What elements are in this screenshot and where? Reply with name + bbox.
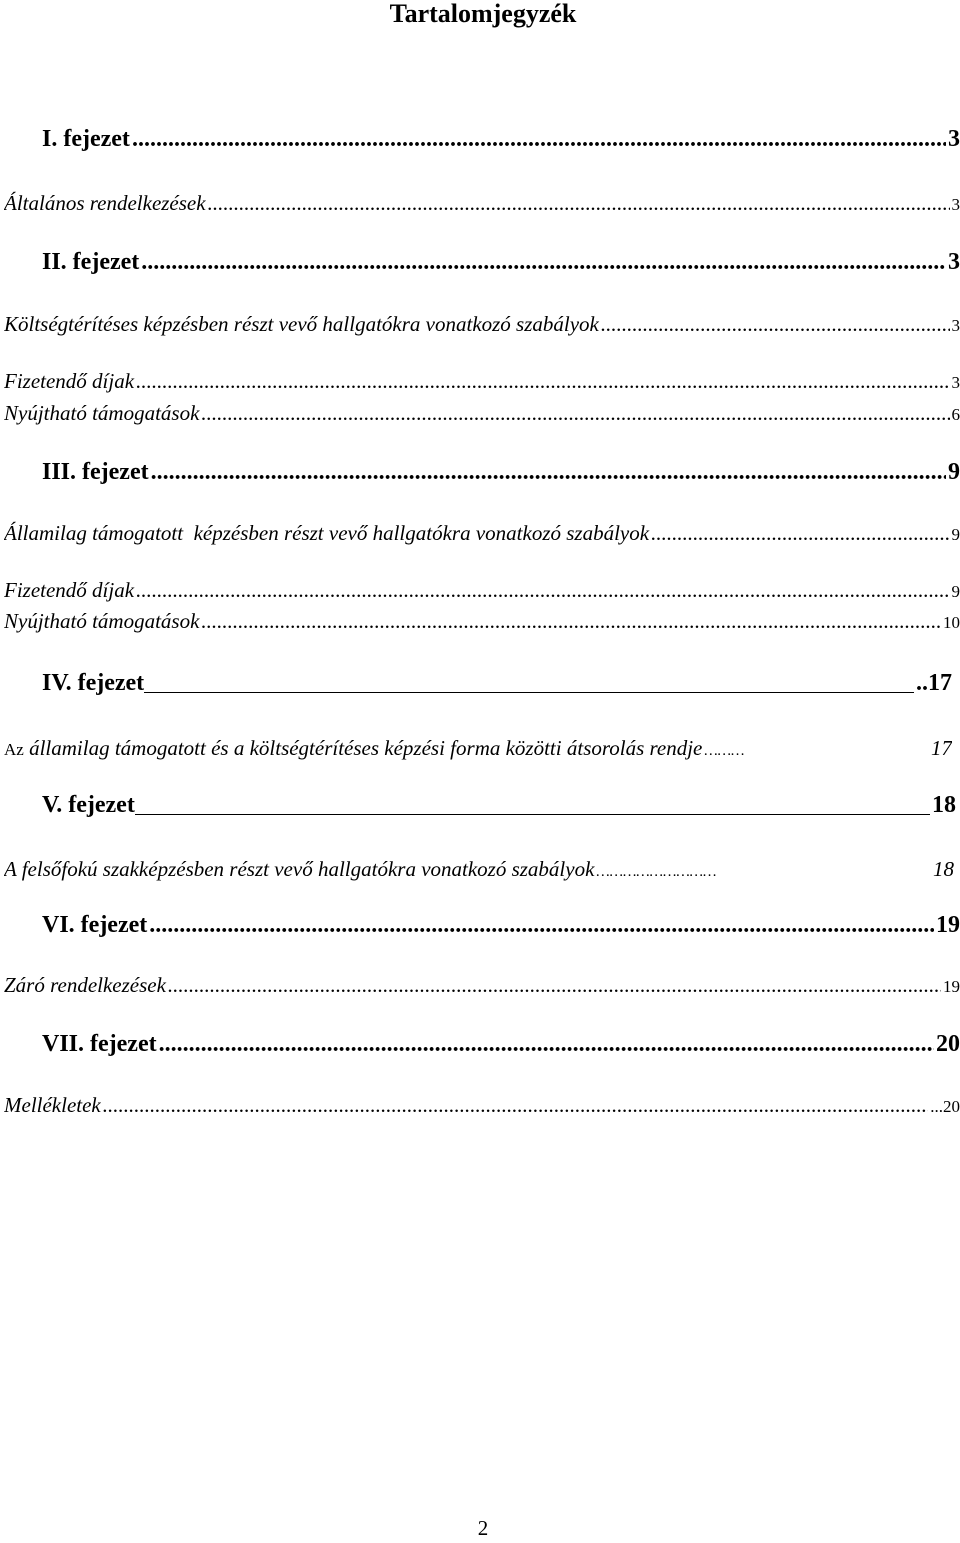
line-leader xyxy=(144,692,914,693)
toc-entry-page: 18 xyxy=(933,857,954,882)
toc-entry-label: Költségtérítéses képzésben részt vevő hallgatókra vonatkozó szabályok xyxy=(4,312,599,336)
toc-entry-label: V. fejezet xyxy=(42,792,135,818)
toc-entry-page: 3 xyxy=(951,316,960,335)
toc-title: Tartalomjegyzék xyxy=(389,0,577,28)
dot-leader xyxy=(132,126,946,154)
toc-entry-page: 3 xyxy=(951,373,960,392)
toc-entry-label: Fizetendő díjak xyxy=(4,369,135,393)
dot-leader xyxy=(103,1093,928,1117)
toc-entry-page: 3 xyxy=(951,195,960,214)
toc-entry-label: VI. fejezet xyxy=(42,912,148,938)
page-number: 2 xyxy=(477,1516,489,1540)
toc-entry-page: 9 xyxy=(951,525,960,544)
toc-entry-subsection[interactable] xyxy=(4,401,960,426)
dot-leader xyxy=(201,609,941,633)
ellipsis-leader: ……………………… xyxy=(596,864,717,881)
toc-entry-label: III. fejezet xyxy=(42,459,149,485)
toc-entry-page: 9 xyxy=(948,459,960,485)
toc-entry-label-text: államilag támogatott és a költségtérítéses képzési forma közötti átsorolás rendje xyxy=(29,736,703,761)
toc-entry-section[interactable] xyxy=(4,521,960,546)
toc-entry-section[interactable] xyxy=(4,191,960,216)
toc-entry-page: 18 xyxy=(932,792,956,818)
dot-leader xyxy=(149,912,934,940)
ellipsis-leader: ……… xyxy=(704,743,745,760)
toc-entry-subsection[interactable] xyxy=(4,609,960,634)
toc-entry-page: ..17 xyxy=(916,670,952,696)
toc-entry-chapter-4[interactable] xyxy=(42,670,952,697)
dot-leader xyxy=(159,1031,934,1059)
toc-entry-section[interactable] xyxy=(4,1093,960,1118)
toc-entry-section[interactable] xyxy=(4,731,952,761)
dot-leader xyxy=(136,369,949,393)
line-leader xyxy=(135,814,930,815)
toc-entry-chapter-2[interactable] xyxy=(42,249,960,277)
toc-entry-label: I. fejezet xyxy=(42,126,130,152)
dot-leader xyxy=(141,249,946,277)
toc-entry-page: 6 xyxy=(951,405,960,424)
dot-leader xyxy=(208,191,950,215)
toc-entry-chapter-5[interactable] xyxy=(42,792,956,819)
toc-entry-page: 3 xyxy=(948,249,960,275)
toc-entry-label: II. fejezet xyxy=(42,249,140,275)
toc-entry-label: VII. fejezet xyxy=(42,1031,157,1057)
toc-entry-label: A felsőfokú szakképzésben részt vevő hallgatókra vonatkozó szabályok xyxy=(4,857,595,882)
dot-leader xyxy=(151,459,946,487)
toc-entry-label: Nyújtható támogatások xyxy=(4,609,200,633)
toc-entry-page: 3 xyxy=(948,126,960,152)
dot-leader xyxy=(201,401,949,425)
toc-entry-subsection[interactable] xyxy=(4,578,960,603)
toc-entry-label: IV. fejezet xyxy=(42,670,145,696)
toc-entry-label: Nyújtható támogatások xyxy=(4,401,200,425)
leader-gap xyxy=(718,852,931,876)
toc-entry-label: Záró rendelkezések xyxy=(4,973,166,997)
toc-entry-section[interactable] xyxy=(4,852,954,882)
toc-entry-chapter-3[interactable] xyxy=(42,459,960,487)
dot-leader xyxy=(168,973,941,997)
toc-entry-section[interactable] xyxy=(4,312,960,337)
dot-leader xyxy=(601,312,950,336)
toc-entry-page: ...20 xyxy=(930,1097,960,1116)
toc-entry-chapter-7[interactable] xyxy=(42,1031,960,1059)
toc-entry-label-prefix: Az xyxy=(4,740,24,760)
toc-entry-chapter-6[interactable] xyxy=(42,912,960,940)
dot-leader xyxy=(651,521,949,545)
toc-entry-page: 19 xyxy=(943,977,960,996)
toc-entry-label: Államilag támogatott képzésben részt vevő hallgatókra vonatkozó szabályok xyxy=(4,521,650,545)
toc-entry-subsection[interactable] xyxy=(4,369,960,394)
toc-entry-page: 10 xyxy=(943,613,960,632)
toc-entry-page: 19 xyxy=(936,912,960,938)
dot-leader xyxy=(136,578,949,602)
toc-entry-page: 17 xyxy=(931,736,952,761)
toc-entry-chapter-1[interactable] xyxy=(42,126,960,154)
toc-entry-section[interactable] xyxy=(4,973,960,998)
toc-entry-page: 9 xyxy=(951,582,960,601)
leader-gap xyxy=(746,731,929,755)
toc-entry-page: 20 xyxy=(936,1031,960,1057)
toc-entry-label xyxy=(4,736,702,761)
toc-entry-label: Mellékletek xyxy=(4,1093,101,1117)
toc-entry-label: Fizetendő díjak xyxy=(4,578,135,602)
toc-entry-label: Általános rendelkezések xyxy=(4,191,206,215)
